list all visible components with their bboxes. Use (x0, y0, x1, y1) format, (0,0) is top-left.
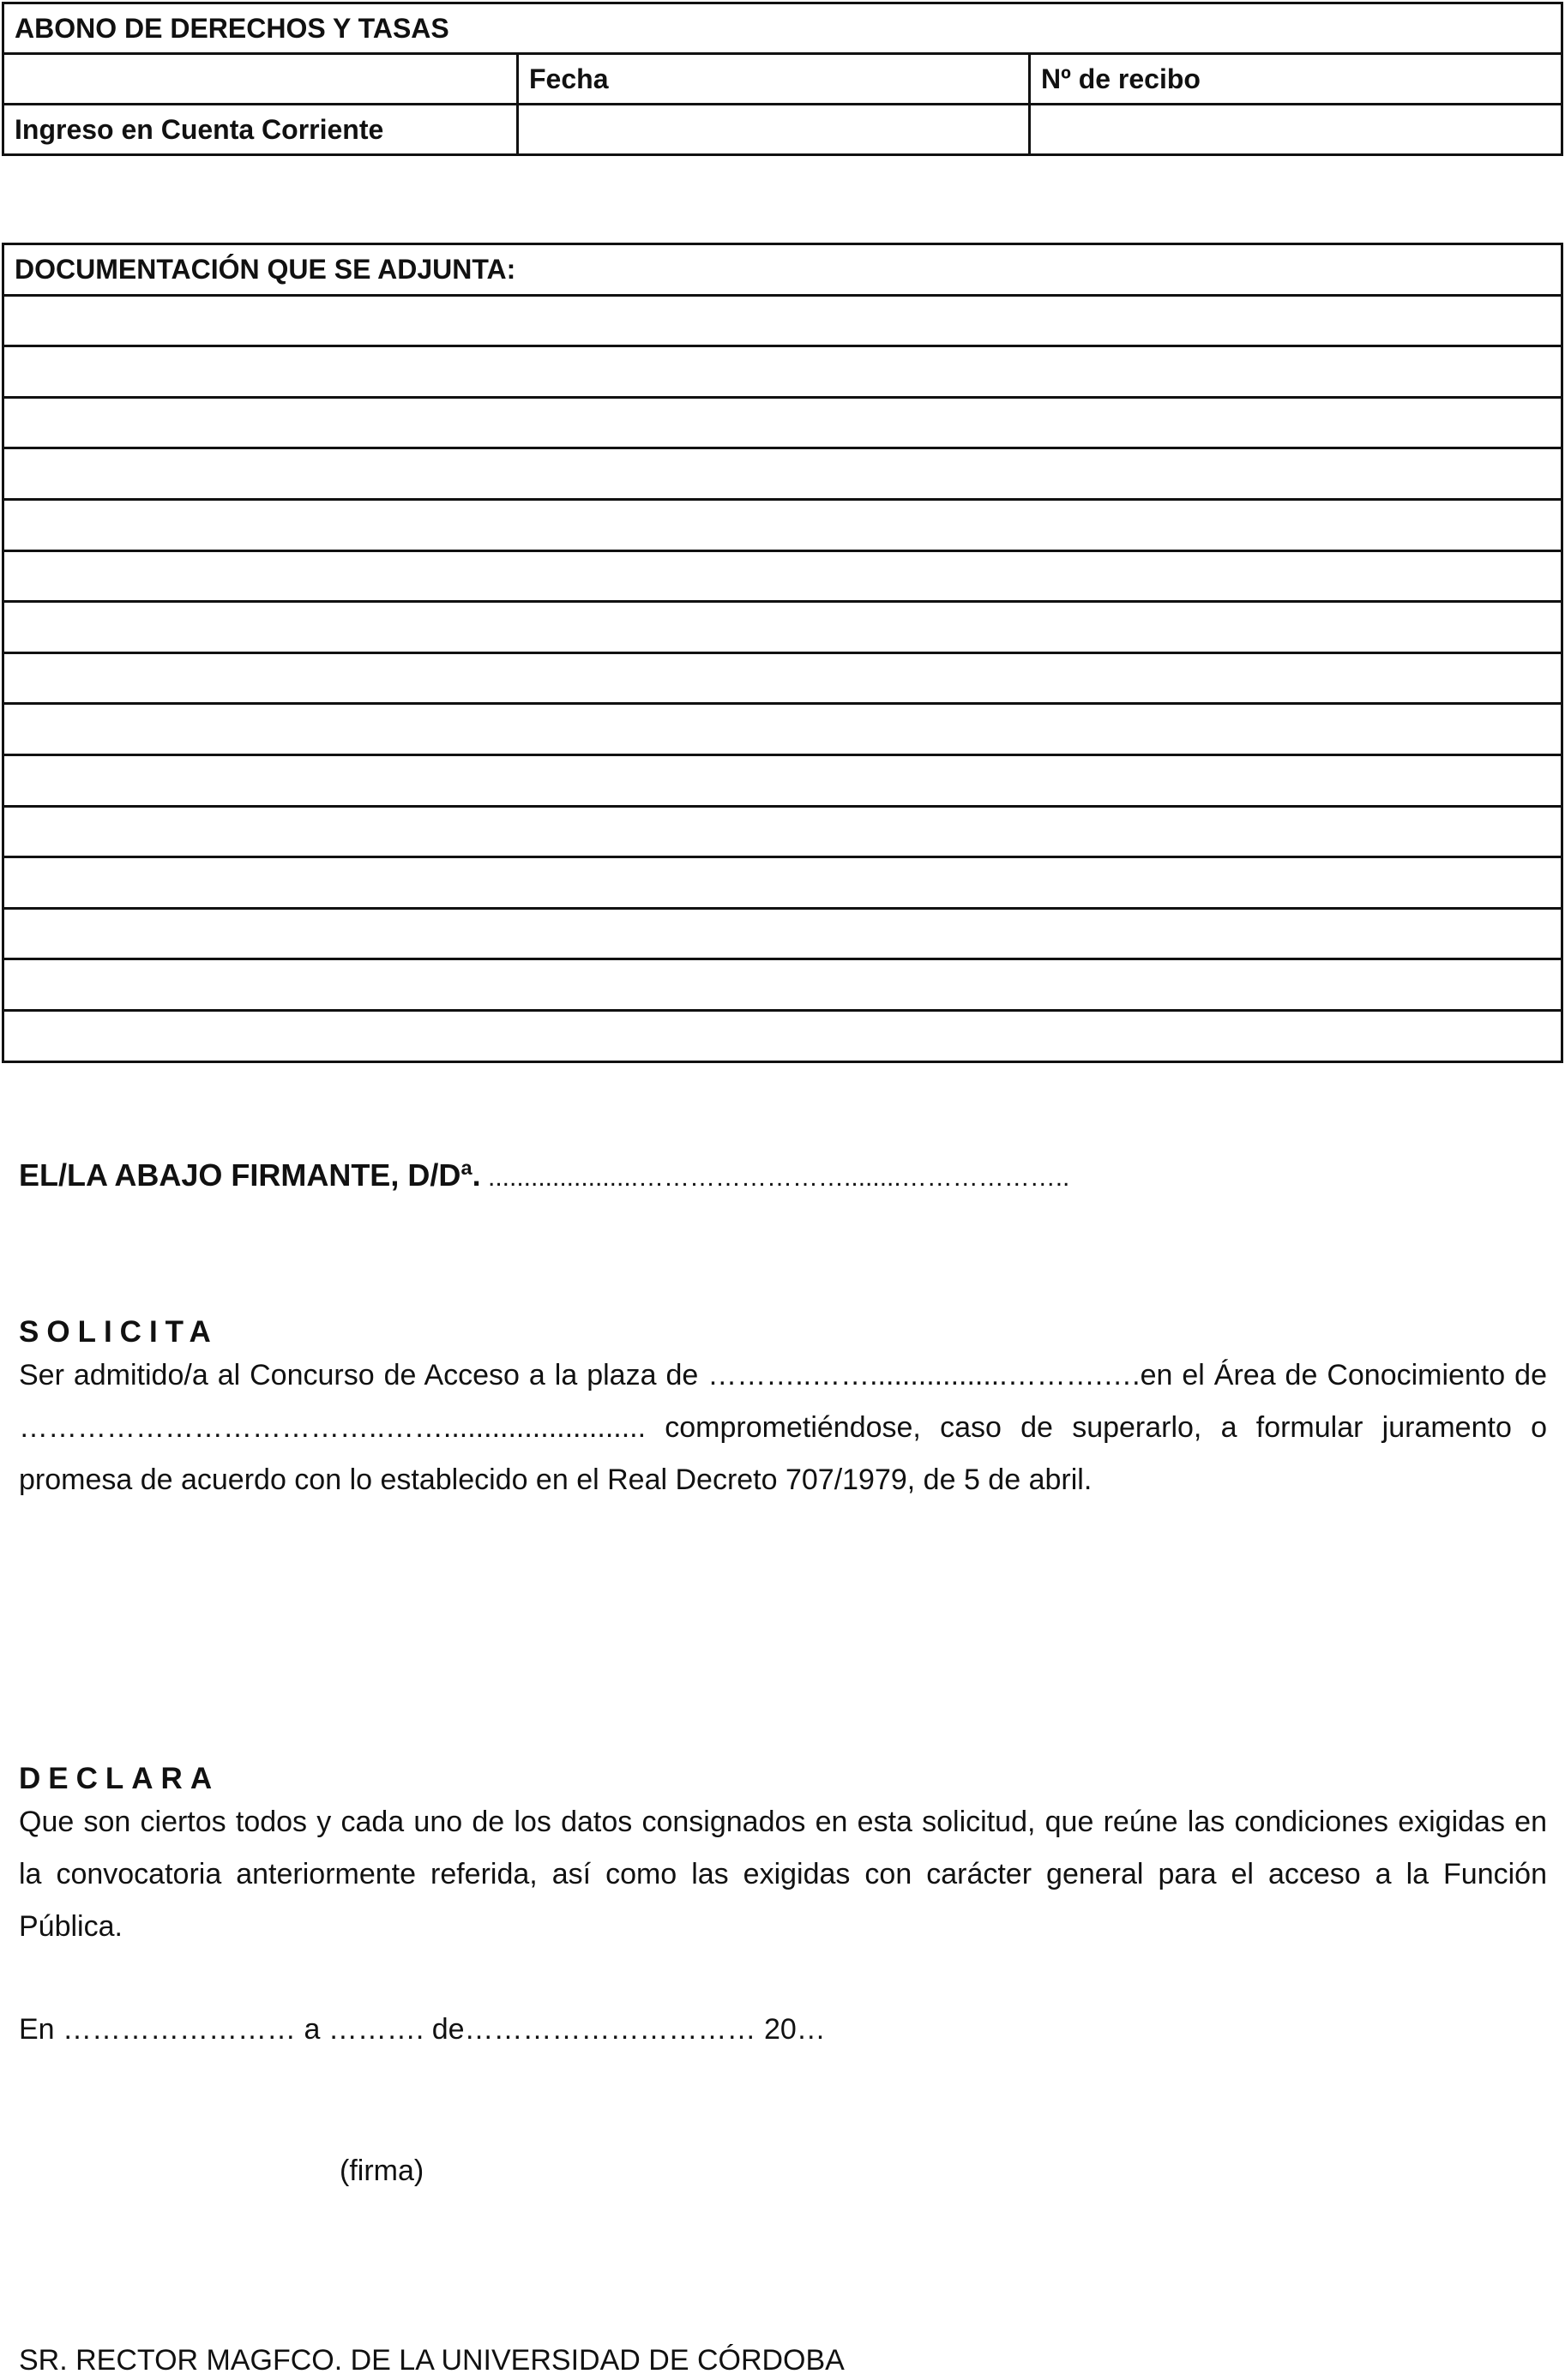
attachments-table (2, 243, 1563, 1063)
attachment-row (3, 602, 1562, 653)
attachment-row (3, 1010, 1562, 1061)
attachment-row (3, 346, 1562, 398)
attachments-title: DOCUMENTACIÓN QUE SE ADJUNTA: (3, 244, 1562, 296)
solicita-section (19, 1315, 1547, 1506)
attachment-entry-field[interactable] (3, 908, 1562, 959)
attachment-entry-field[interactable] (3, 652, 1562, 704)
fees-deposit-label: Ingreso en Cuenta Corriente (3, 105, 518, 155)
attachment-row (3, 806, 1562, 857)
attachments-title-row (3, 244, 1562, 296)
attachment-row (3, 448, 1562, 500)
place-date-line: En …………………… a ………. de………………………… 20… (19, 2013, 826, 2046)
fees-deposit-row (3, 105, 1562, 155)
fees-receipt-header: Nº de recibo (1030, 54, 1562, 105)
declara-heading: DECLARA (19, 1762, 220, 1795)
fees-header-row (3, 54, 1562, 105)
attachment-entry-field[interactable] (3, 602, 1562, 653)
attachment-row (3, 754, 1562, 806)
attachment-row (3, 499, 1562, 550)
fees-date-field[interactable] (518, 105, 1030, 155)
signer-line (19, 1157, 1547, 1193)
solicita-heading: SOLICITA (19, 1315, 219, 1349)
fees-title-row (3, 3, 1562, 54)
attachment-entry-field[interactable] (3, 806, 1562, 857)
attachment-row (3, 959, 1562, 1011)
attachment-row (3, 704, 1562, 755)
attachment-entry-field[interactable] (3, 346, 1562, 398)
fees-date-header: Fecha (518, 54, 1030, 105)
attachment-entry-field[interactable] (3, 857, 1562, 909)
addressee: SR. RECTOR MAGFCO. DE LA UNIVERSIDAD DE CÓRDOBA (19, 2344, 845, 2377)
attachments-table-body (3, 244, 1562, 1062)
fees-receipt-field[interactable] (1030, 105, 1562, 155)
attachment-entry-field[interactable] (3, 959, 1562, 1011)
attachment-entry-field[interactable] (3, 704, 1562, 755)
declara-section (19, 1762, 1547, 1953)
attachment-entry-field[interactable] (3, 295, 1562, 346)
attachment-row (3, 908, 1562, 959)
attachment-row (3, 550, 1562, 602)
attachment-entry-field[interactable] (3, 397, 1562, 448)
attachment-row (3, 397, 1562, 448)
declara-text: Que son ciertos todos y cada uno de los datos consignados en esta solicitud, que reúne las condiciones exigidas en la convocatoria anteriormente referida, así como las exigidas con carácter general para el acceso a la Función Pública. (19, 1806, 1547, 1943)
attachment-row (3, 652, 1562, 704)
attachment-entry-field[interactable] (3, 550, 1562, 602)
fees-title: ABONO DE DERECHOS Y TASAS (3, 3, 1562, 54)
attachment-entry-field[interactable] (3, 448, 1562, 500)
fees-header-empty-cell (3, 54, 518, 105)
signature-label: (firma) (340, 2155, 424, 2187)
attachment-row (3, 295, 1562, 346)
attachment-entry-field[interactable] (3, 499, 1562, 550)
fees-table (2, 2, 1563, 156)
attachment-row (3, 857, 1562, 909)
attachment-entry-field[interactable] (3, 754, 1562, 806)
signer-label: EL/LA ABAJO FIRMANTE, D/Dª. (19, 1157, 481, 1193)
solicita-text: Ser admitido/a al Concurso de Acceso a la plaza de ………..…….................……….….en el Área de Conocimiento de ………………………………..……......................... comprometiéndose, caso de superarlo, a formular juramento o promesa de acuerdo con lo establecido en el Real Decreto 707/1979, de 5 de abril. (19, 1359, 1547, 1496)
attachment-entry-field[interactable] (3, 1010, 1562, 1061)
signer-name-field[interactable]: .....................……………………........……………….. (480, 1163, 1070, 1192)
